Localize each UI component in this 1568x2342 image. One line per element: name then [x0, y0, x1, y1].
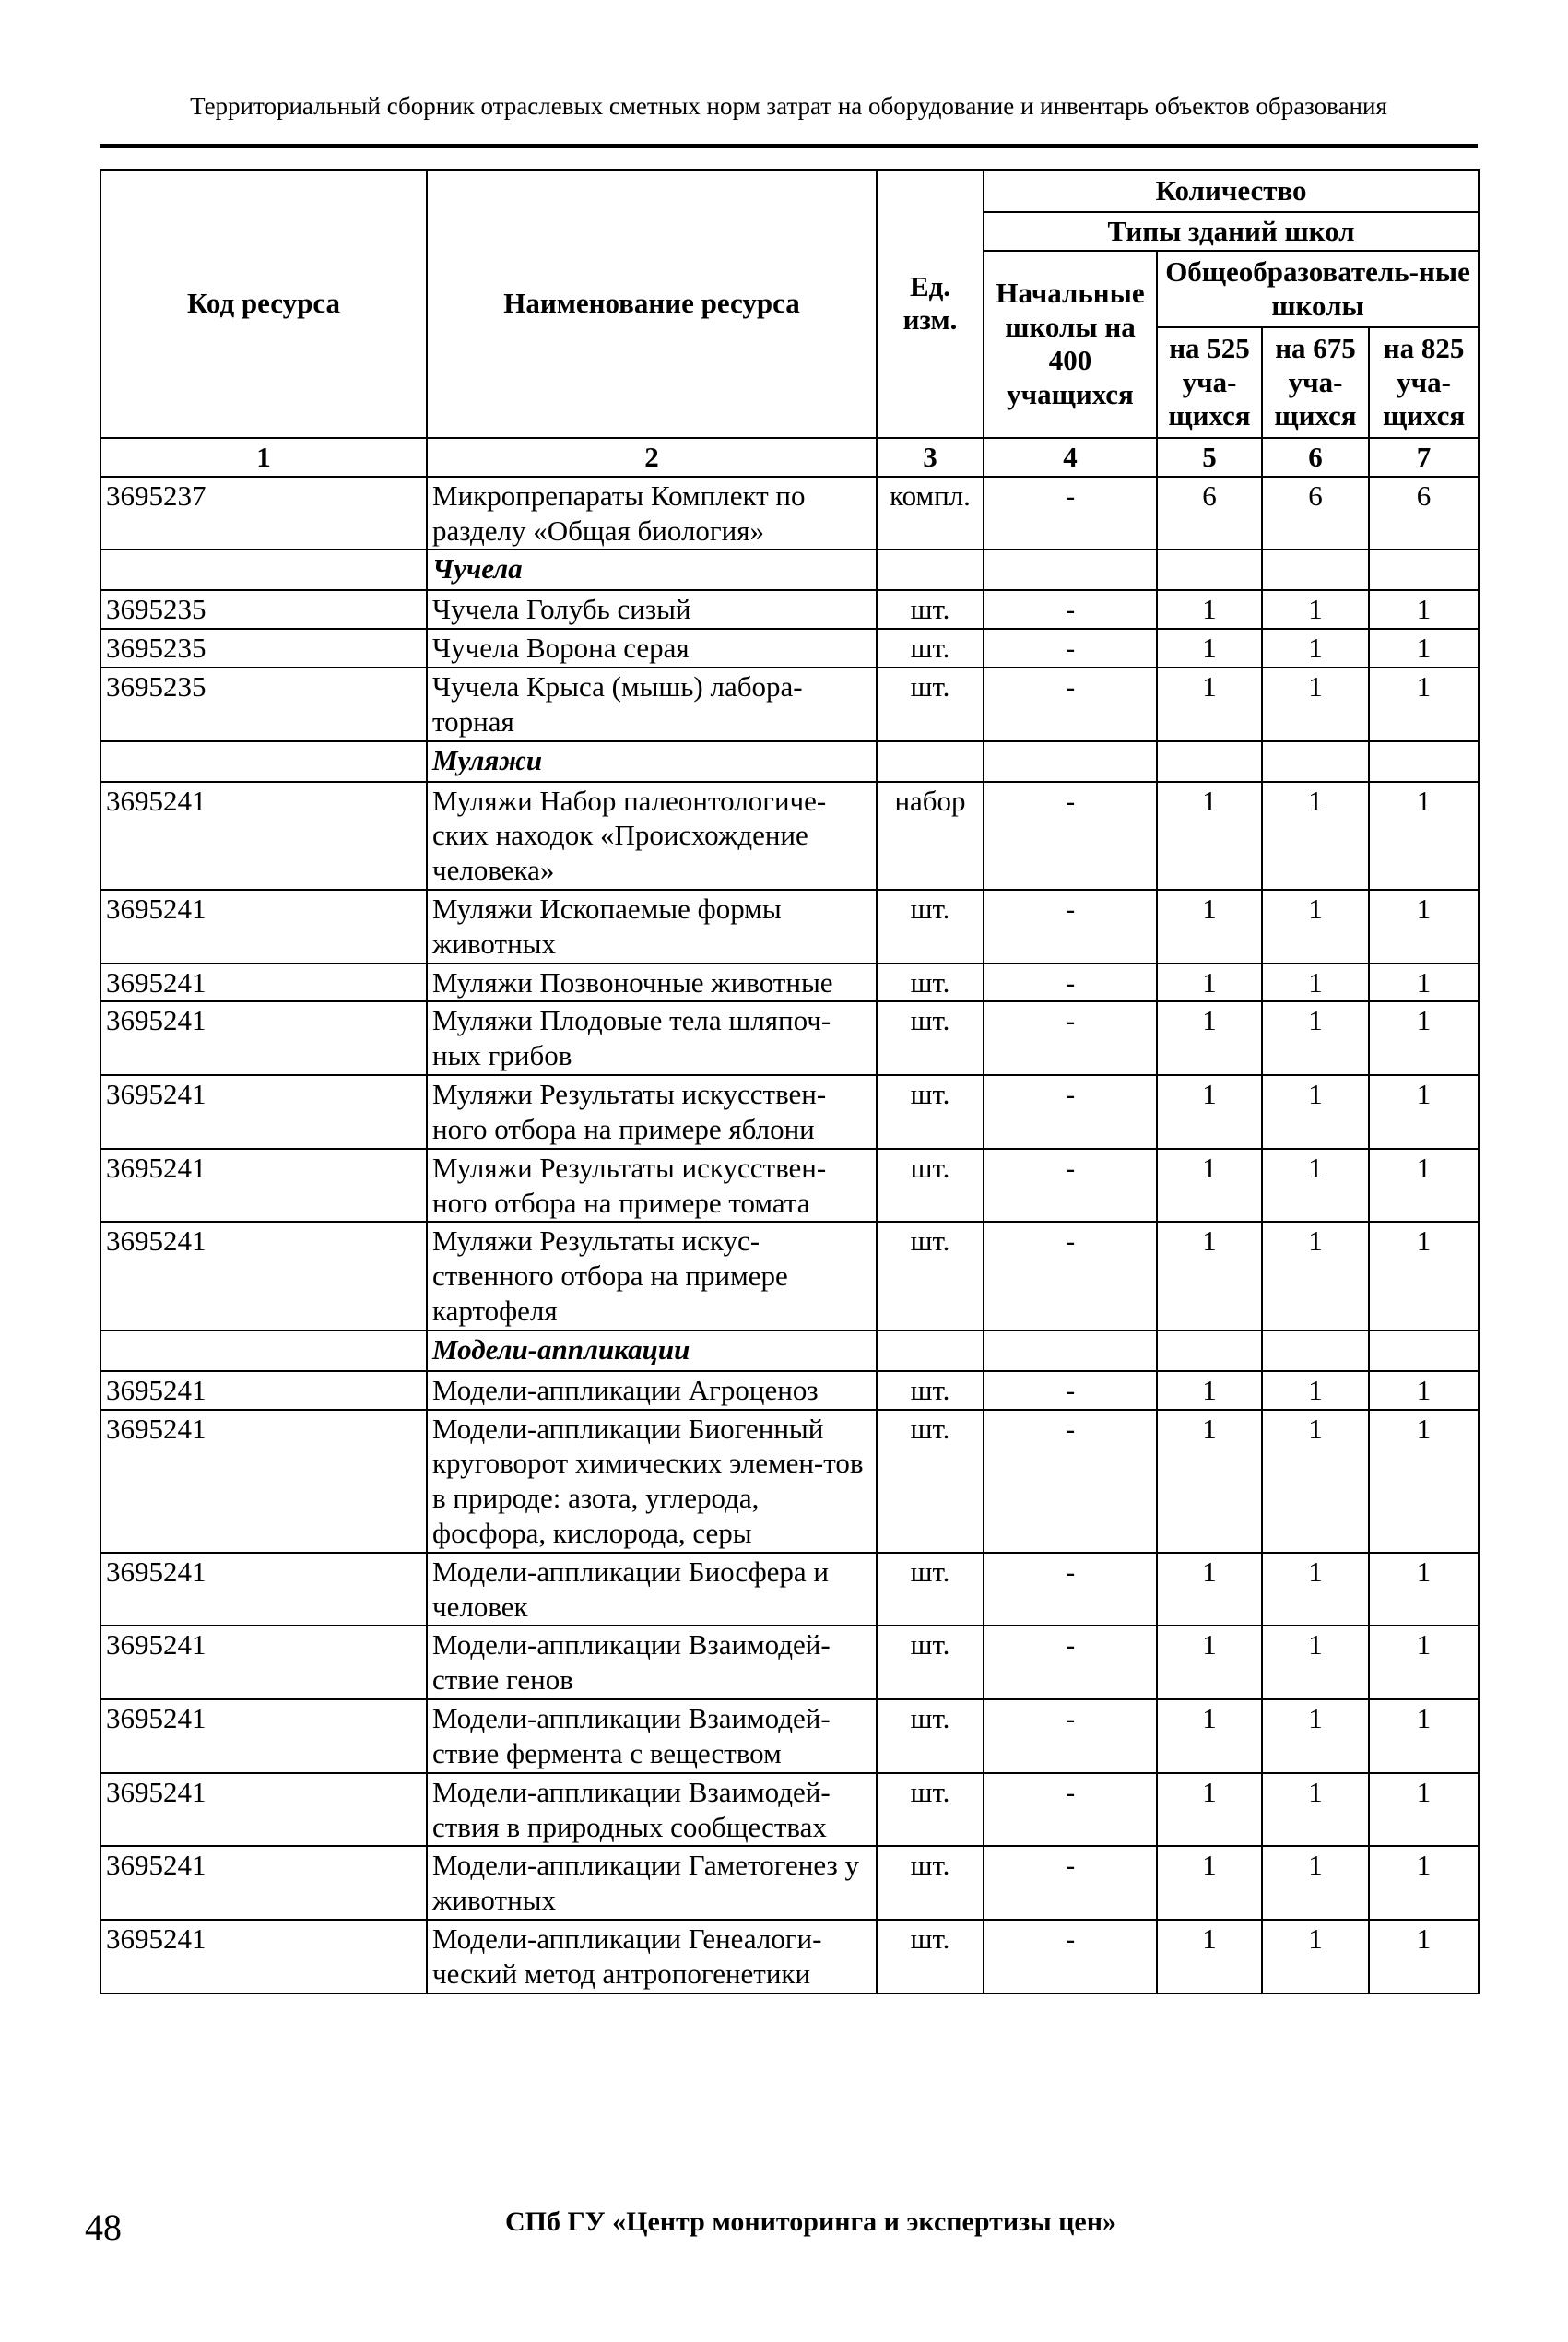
- qty-general-825: 1: [1369, 1626, 1479, 1699]
- resource-unit: шт.: [877, 1222, 984, 1330]
- table-row: [100, 964, 1479, 1002]
- section-c4-cell: [984, 741, 1157, 782]
- table-row: [100, 477, 1479, 550]
- column-number: 6: [1262, 438, 1369, 477]
- resource-unit: шт.: [877, 890, 984, 964]
- col-header-general: Общеобразователь-ные школы: [1157, 251, 1479, 327]
- qty-general-675: 1: [1262, 964, 1369, 1002]
- resource-unit: набор: [877, 782, 984, 890]
- table-row: [100, 1149, 1479, 1223]
- resource-unit: шт.: [877, 1846, 984, 1920]
- qty-primary-400: -: [984, 1222, 1157, 1330]
- col-header-quantity: Количество: [984, 170, 1479, 212]
- qty-general-525: 1: [1157, 1699, 1262, 1773]
- resource-code: 3695235: [100, 668, 427, 741]
- resource-code: 3695241: [100, 1626, 427, 1699]
- page-number: 48: [85, 2206, 122, 2248]
- resource-unit: компл.: [877, 477, 984, 550]
- resource-unit: шт.: [877, 1149, 984, 1223]
- qty-primary-400: -: [984, 668, 1157, 741]
- qty-primary-400: -: [984, 890, 1157, 964]
- resource-name: Муляжи Плодовые тела шляпоч-ных грибов: [427, 1001, 877, 1075]
- col-header-name: Наименование ресурса: [427, 170, 877, 438]
- qty-general-825: 1: [1369, 782, 1479, 890]
- resource-unit: шт.: [877, 1920, 984, 1993]
- resource-name: Модели-аппликации Биосфера и человек: [427, 1553, 877, 1626]
- col-header-building-types: Типы зданий школ: [984, 212, 1479, 251]
- section-c5-cell: [1157, 1331, 1262, 1371]
- section-c6-cell: [1262, 741, 1369, 782]
- resource-code: 3695241: [100, 890, 427, 964]
- qty-general-675: 1: [1262, 1075, 1369, 1149]
- resource-code: 3695241: [100, 1846, 427, 1920]
- qty-general-825: 6: [1369, 477, 1479, 550]
- qty-general-825: 1: [1369, 1846, 1479, 1920]
- resource-code: 3695241: [100, 1001, 427, 1075]
- qty-general-675: 1: [1262, 782, 1369, 890]
- qty-primary-400: -: [984, 1920, 1157, 1993]
- qty-primary-400: -: [984, 964, 1157, 1002]
- qty-general-525: 1: [1157, 890, 1262, 964]
- resource-code: 3695241: [100, 1920, 427, 1993]
- qty-primary-400: -: [984, 1626, 1157, 1699]
- section-c7-cell: [1369, 741, 1479, 782]
- col-header-unit: Ед. изм.: [877, 170, 984, 438]
- section-code-cell: [100, 741, 427, 782]
- qty-general-525: 1: [1157, 668, 1262, 741]
- section-title: Муляжи: [427, 741, 877, 782]
- qty-general-675: 1: [1262, 1846, 1369, 1920]
- table-row: [100, 1773, 1479, 1847]
- norms-table: [100, 169, 1480, 1994]
- qty-primary-400: -: [984, 1149, 1157, 1223]
- resource-name: Чучела Ворона серая: [427, 629, 877, 668]
- qty-primary-400: -: [984, 1773, 1157, 1847]
- qty-primary-400: -: [984, 1553, 1157, 1626]
- section-row: [100, 741, 1479, 782]
- qty-primary-400: -: [984, 1846, 1157, 1920]
- qty-general-675: 1: [1262, 1773, 1369, 1847]
- section-unit-cell: [877, 1331, 984, 1371]
- qty-general-825: 1: [1369, 1371, 1479, 1410]
- section-c7-cell: [1369, 550, 1479, 590]
- qty-general-825: 1: [1369, 1149, 1479, 1223]
- table-row: [100, 590, 1479, 629]
- resource-name: Чучела Крыса (мышь) лабора-торная: [427, 668, 877, 741]
- qty-general-525: 1: [1157, 782, 1262, 890]
- table-row: [100, 1222, 1479, 1330]
- resource-code: 3695241: [100, 1149, 427, 1223]
- resource-name: Модели-аппликации Гаметогенез у животных: [427, 1846, 877, 1920]
- section-row: [100, 1331, 1479, 1371]
- qty-general-675: 1: [1262, 1371, 1369, 1410]
- section-c6-cell: [1262, 550, 1369, 590]
- resource-name: Модели-аппликации Взаимодей-ствие генов: [427, 1626, 877, 1699]
- qty-general-525: 1: [1157, 1410, 1262, 1553]
- qty-general-525: 1: [1157, 1222, 1262, 1330]
- qty-general-825: 1: [1369, 1699, 1479, 1773]
- qty-general-675: 1: [1262, 1920, 1369, 1993]
- resource-name: Модели-аппликации Взаимодей-ствие фермента с веществом: [427, 1699, 877, 1773]
- column-number: 1: [100, 438, 427, 477]
- resource-code: 3695241: [100, 782, 427, 890]
- qty-general-675: 1: [1262, 590, 1369, 629]
- section-unit-cell: [877, 550, 984, 590]
- qty-general-525: 1: [1157, 1553, 1262, 1626]
- resource-name: Чучела Голубь сизый: [427, 590, 877, 629]
- qty-general-825: 1: [1369, 668, 1479, 741]
- resource-unit: шт.: [877, 668, 984, 741]
- resource-code: 3695241: [100, 1699, 427, 1773]
- table-row: [100, 1699, 1479, 1773]
- resource-code: 3695241: [100, 1222, 427, 1330]
- resource-unit: шт.: [877, 629, 984, 668]
- qty-general-825: 1: [1369, 964, 1479, 1002]
- qty-general-675: 1: [1262, 1626, 1369, 1699]
- resource-code: 3695241: [100, 1075, 427, 1149]
- resource-unit: шт.: [877, 1075, 984, 1149]
- column-number: 2: [427, 438, 877, 477]
- resource-unit: шт.: [877, 1626, 984, 1699]
- qty-general-525: 1: [1157, 629, 1262, 668]
- resource-name: Микропрепараты Комплект по разделу «Общая биология»: [427, 477, 877, 550]
- qty-general-675: 1: [1262, 1699, 1369, 1773]
- resource-name: Муляжи Ископаемые формы животных: [427, 890, 877, 964]
- resource-name: Муляжи Результаты искусствен-ного отбора на примере яблони: [427, 1075, 877, 1149]
- table-row: [100, 1920, 1479, 1993]
- qty-general-825: 1: [1369, 629, 1479, 668]
- column-number: 5: [1157, 438, 1262, 477]
- qty-primary-400: -: [984, 629, 1157, 668]
- qty-general-525: 1: [1157, 1149, 1262, 1223]
- qty-general-675: 1: [1262, 668, 1369, 741]
- qty-general-525: 1: [1157, 1371, 1262, 1410]
- qty-general-525: 1: [1157, 964, 1262, 1002]
- resource-name: Муляжи Набор палеонтологиче-ских находок «Происхождение человека»: [427, 782, 877, 890]
- section-c5-cell: [1157, 741, 1262, 782]
- qty-general-825: 1: [1369, 1001, 1479, 1075]
- footer-organization: СПб ГУ «Центр мониторинга и экспертизы цен»: [505, 2206, 1117, 2237]
- table-row: [100, 890, 1479, 964]
- qty-primary-400: -: [984, 1699, 1157, 1773]
- section-c5-cell: [1157, 550, 1262, 590]
- qty-primary-400: -: [984, 1371, 1157, 1410]
- column-number: 7: [1369, 438, 1479, 477]
- col-header-675: на 675 уча-щихся: [1262, 327, 1369, 438]
- qty-general-525: 1: [1157, 590, 1262, 629]
- table-row: [100, 1626, 1479, 1699]
- table-row: [100, 1001, 1479, 1075]
- resource-name: Модели-аппликации Генеалоги-ческий метод антропогенетики: [427, 1920, 877, 1993]
- col-header-primary: Начальные школы на 400 учащихся: [984, 251, 1157, 438]
- qty-general-675: 1: [1262, 1001, 1369, 1075]
- section-unit-cell: [877, 741, 984, 782]
- qty-primary-400: -: [984, 1410, 1157, 1553]
- qty-primary-400: -: [984, 1075, 1157, 1149]
- resource-unit: шт.: [877, 964, 984, 1002]
- qty-general-525: 1: [1157, 1075, 1262, 1149]
- qty-general-825: 1: [1369, 1920, 1479, 1993]
- qty-general-525: 1: [1157, 1920, 1262, 1993]
- qty-general-825: 1: [1369, 1410, 1479, 1553]
- table-row: [100, 1075, 1479, 1149]
- column-number-row: [100, 438, 1479, 477]
- resource-code: 3695241: [100, 964, 427, 1002]
- resource-unit: шт.: [877, 1773, 984, 1847]
- resource-unit: шт.: [877, 1001, 984, 1075]
- header-rule: [100, 144, 1478, 148]
- resource-code: 3695235: [100, 629, 427, 668]
- resource-name: Модели-аппликации Агроценоз: [427, 1371, 877, 1410]
- resource-code: 3695241: [100, 1371, 427, 1410]
- qty-general-825: 1: [1369, 890, 1479, 964]
- page-header-title: Территориальный сборник отраслевых сметных норм затрат на оборудование и инвентарь объектов образования: [190, 92, 1387, 120]
- resource-code: 3695235: [100, 590, 427, 629]
- table-row: [100, 1410, 1479, 1553]
- qty-general-525: 6: [1157, 477, 1262, 550]
- qty-general-675: 1: [1262, 1149, 1369, 1223]
- section-c4-cell: [984, 1331, 1157, 1371]
- table-row: [100, 629, 1479, 668]
- qty-general-825: 1: [1369, 1075, 1479, 1149]
- resource-code: 3695241: [100, 1410, 427, 1553]
- col-header-525: на 525 уча-щихся: [1157, 327, 1262, 438]
- qty-primary-400: -: [984, 782, 1157, 890]
- resource-code: 3695241: [100, 1553, 427, 1626]
- qty-general-675: 1: [1262, 890, 1369, 964]
- section-code-cell: [100, 550, 427, 590]
- section-c6-cell: [1262, 1331, 1369, 1371]
- qty-general-525: 1: [1157, 1773, 1262, 1847]
- qty-general-675: 1: [1262, 1553, 1369, 1626]
- table-row: [100, 1846, 1479, 1920]
- qty-general-675: 6: [1262, 477, 1369, 550]
- section-c4-cell: [984, 550, 1157, 590]
- resource-unit: шт.: [877, 590, 984, 629]
- table-row: [100, 1553, 1479, 1626]
- qty-general-675: 1: [1262, 629, 1369, 668]
- section-title: Чучела: [427, 550, 877, 590]
- qty-primary-400: -: [984, 1001, 1157, 1075]
- resource-name: Модели-аппликации Взаимодей-ствия в природных сообществах: [427, 1773, 877, 1847]
- section-title: Модели-аппликации: [427, 1331, 877, 1371]
- column-number: 4: [984, 438, 1157, 477]
- col-header-code: Код ресурса: [100, 170, 427, 438]
- qty-general-525: 1: [1157, 1001, 1262, 1075]
- table-body: [100, 438, 1479, 1993]
- resource-name: Муляжи Результаты искус-ственного отбора на примере картофеля: [427, 1222, 877, 1330]
- table-row: [100, 1371, 1479, 1410]
- resource-code: 3695237: [100, 477, 427, 550]
- col-header-825: на 825 уча-щихся: [1369, 327, 1479, 438]
- resource-name: Муляжи Результаты искусствен-ного отбора на примере томата: [427, 1149, 877, 1223]
- section-row: [100, 550, 1479, 590]
- qty-general-525: 1: [1157, 1846, 1262, 1920]
- qty-primary-400: -: [984, 590, 1157, 629]
- qty-general-825: 1: [1369, 1773, 1479, 1847]
- table-row: [100, 668, 1479, 741]
- resource-unit: шт.: [877, 1371, 984, 1410]
- column-number: 3: [877, 438, 984, 477]
- qty-general-675: 1: [1262, 1222, 1369, 1330]
- qty-general-825: 1: [1369, 1553, 1479, 1626]
- resource-name: Муляжи Позвоночные животные: [427, 964, 877, 1002]
- table-row: [100, 782, 1479, 890]
- resource-unit: шт.: [877, 1410, 984, 1553]
- qty-primary-400: -: [984, 477, 1157, 550]
- section-c7-cell: [1369, 1331, 1479, 1371]
- qty-general-825: 1: [1369, 590, 1479, 629]
- resource-name: Модели-аппликации Биогенный круговорот химических элемен-тов в природе: азота, углерода, фосфора, кислорода, серы: [427, 1410, 877, 1553]
- resource-unit: шт.: [877, 1699, 984, 1773]
- qty-general-675: 1: [1262, 1410, 1369, 1553]
- qty-general-825: 1: [1369, 1222, 1479, 1330]
- resource-code: 3695241: [100, 1773, 427, 1847]
- section-code-cell: [100, 1331, 427, 1371]
- qty-general-525: 1: [1157, 1626, 1262, 1699]
- resource-unit: шт.: [877, 1553, 984, 1626]
